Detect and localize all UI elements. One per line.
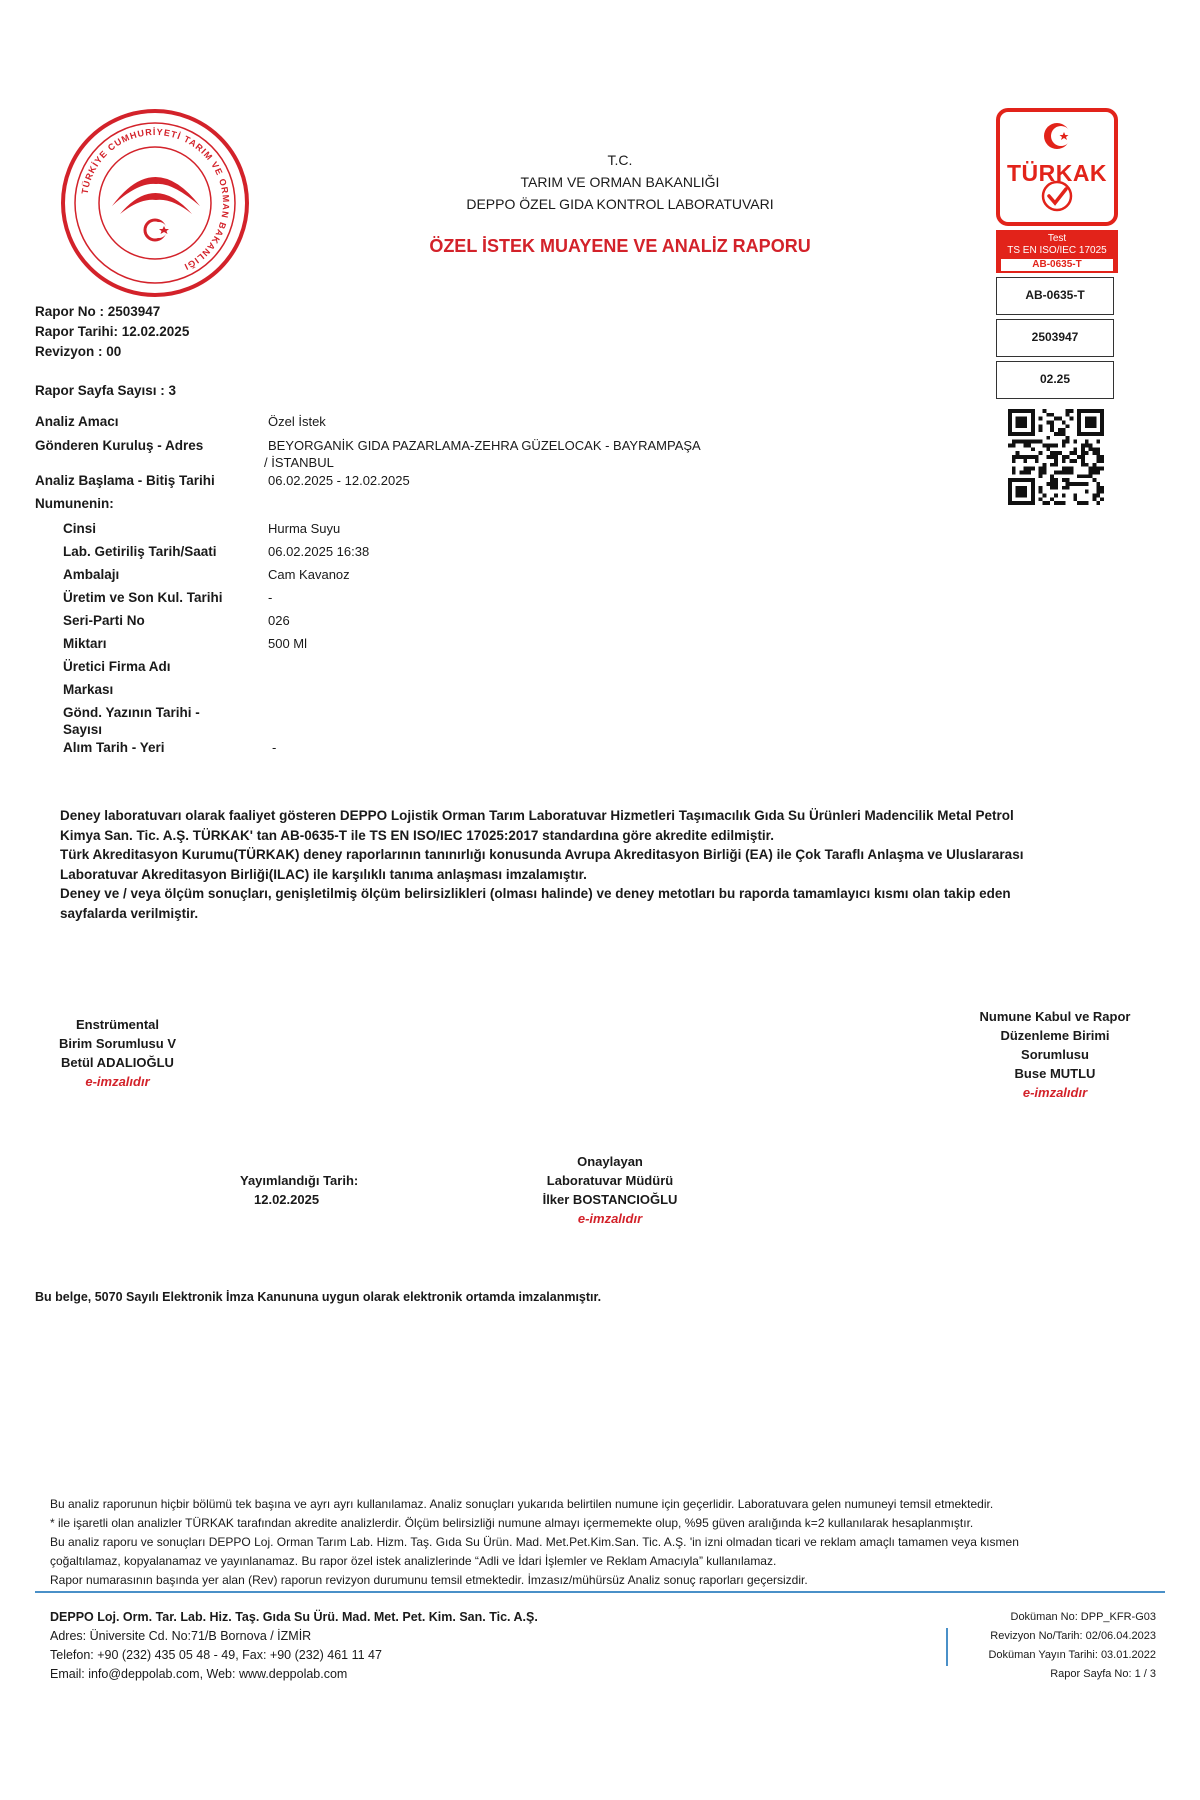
signature-person: Buse MUTLU: [1014, 1066, 1096, 1081]
turkak-accreditation-block: [996, 108, 1120, 510]
sample-producer-label: Üretici Firma Adı: [63, 659, 171, 674]
ministry-seal-logo: [60, 108, 250, 298]
sender-value-line2: / İSTANBUL: [264, 455, 334, 470]
disclaimer-line: Bu analiz raporu ve sonuçları DEPPO Loj. Orman Tarım Lab. Hizm. Taş. Gıda Su Ürün. Mad. Met.Pet.Kim.San. Tic. A.Ş. 'in izni olmadan ticari ve reklam amaçlı tamamen veya kısmen: [50, 1535, 1019, 1549]
signature-instrumental: [30, 1015, 205, 1091]
footer-publish-date: Doküman Yayın Tarihi: 03.01.2022: [988, 1649, 1156, 1661]
footer-revision: Revizyon No/Tarih: 02/06.04.2023: [990, 1630, 1156, 1642]
report-number: Rapor No : 2503947: [35, 304, 161, 319]
e-signature-mark: e-imzalıdır: [1022, 1085, 1088, 1100]
analysis-purpose-label: Analiz Amacı: [35, 414, 119, 429]
header-lab-name: DEPPO ÖZEL GIDA KONTROL LABORATUVARI: [466, 196, 774, 212]
sender-value: BEYORGANİK GIDA PAZARLAMA-ZEHRA GÜZELOCAK - BAYRAMPAŞA: [268, 438, 701, 453]
signature-role: Birim Sorumlusu V: [58, 1036, 177, 1051]
accreditation-statement: [60, 806, 1120, 923]
footer-phone: Telefon: +90 (232) 435 05 48 - 49, Fax: +90 (232) 461 11 47: [50, 1648, 382, 1662]
footer-company-info: [50, 1608, 538, 1684]
sample-type-label: Cinsi: [63, 521, 97, 536]
signature-role: Laboratuvar Müdürü: [546, 1173, 674, 1188]
footer-page-number: Rapor Sayfa No: 1 / 3: [1050, 1668, 1156, 1680]
qr-code[interactable]: [1008, 409, 1104, 505]
turkak-box-accreditation: AB-0635-T: [996, 277, 1114, 315]
sample-letter-label: Gönd. Yazının Tarihi -: [63, 705, 200, 720]
analysis-dates-label: Analiz Başlama - Bitiş Tarihi: [35, 473, 215, 488]
analysis-dates-value: 06.02.2025 - 12.02.2025: [268, 473, 410, 488]
turkak-test-label-box: [996, 230, 1118, 273]
publish-date-value: 12.02.2025: [254, 1192, 320, 1207]
disclaimer-line: Rapor numarasının başında yer alan (Rev) raporun revizyon durumunu temsil etmektedir. İmzasız/mühürsüz Analiz sonuç raporları geçersizdir.: [50, 1573, 808, 1587]
signature-approver: [500, 1152, 720, 1228]
sample-batch-value: 026: [268, 613, 290, 628]
signature-sample-acceptance: [960, 1007, 1150, 1102]
report-title: ÖZEL İSTEK MUAYENE VE ANALİZ RAPORU: [429, 236, 811, 256]
e-signature-law-notice: Bu belge, 5070 Sayılı Elektronik İmza Kanununa uygun olarak elektronik ortamda imzalanmıştır.: [35, 1290, 602, 1304]
footer-email-web[interactable]: Email: info@deppolab.com, Web: www.deppolab.com: [50, 1667, 348, 1681]
e-signature-mark: e-imzalıdır: [577, 1211, 643, 1226]
sample-purchase-value: -: [272, 740, 277, 755]
e-signature-mark: e-imzalıdır: [85, 1074, 150, 1089]
report-date: Rapor Tarihi: 12.02.2025: [35, 324, 190, 339]
header-ministry: TARIM VE ORMAN BAKANLIĞI: [520, 174, 720, 190]
accreditation-line: Deney laboratuvarı olarak faaliyet gösteren DEPPO Lojistik Orman Tarım Laboratuvar Hizmetleri Taşımacılık Gıda Su Ürünleri Madencilik Metal Petrol: [60, 808, 1014, 823]
disclaimer-line: * ile işaretli olan analizler TÜRKAK tarafından akredite analizlerdir. Ölçüm belirsizliği numune almayı içermemekte olup, %95 güven aralığında k=2 kullanılarak hesaplanmıştır.: [50, 1516, 974, 1530]
turkak-logo: [996, 108, 1118, 226]
turkak-test-label: Test: [1047, 233, 1067, 244]
turkak-wordmark: TÜRKAK: [1006, 160, 1108, 186]
sample-quantity-value: 500 Ml: [268, 636, 308, 651]
signature-role: Sorumlusu: [1021, 1047, 1089, 1062]
accreditation-line: Laboratuvar Akreditasyon Birliği(ILAC) ile karşılıklı tanıma anlaşması imzalamıştır.: [60, 866, 587, 882]
footer-company-name: DEPPO Loj. Orm. Tar. Lab. Hiz. Taş. Gıda Su Ürü. Mad. Met. Pet. Kim. San. Tic. A.Ş.: [50, 1610, 538, 1624]
publish-date-block: [240, 1171, 390, 1209]
sample-packaging-value: Cam Kavanoz: [268, 567, 350, 582]
disclaimer-line: Bu analiz raporunun hiçbir bölümü tek başına ve ayrı ayrı kullanılamaz. Analiz sonuçları yukarıda belirtilen numune için geçerlidir. Laboratuvara gelen numuneyi temsil etmektedir.: [50, 1497, 994, 1511]
sample-arrival-label: Lab. Getiriliş Tarih/Saati: [63, 544, 217, 559]
sample-heading: Numunenin:: [35, 496, 114, 511]
sample-brand-label: Markası: [63, 682, 114, 697]
sample-quantity-label: Miktarı: [63, 636, 107, 651]
sample-production-label: Üretim ve Son Kul. Tarihi: [63, 590, 223, 605]
sample-batch-label: Seri-Parti No: [63, 613, 145, 628]
sample-letter-label-line2: Sayısı: [63, 722, 103, 737]
signature-person: Betül ADALIOĞLU: [61, 1055, 174, 1070]
signature-title: Numune Kabul ve Rapor: [979, 1009, 1131, 1024]
report-page-count: Rapor Sayfa Sayısı : 3: [35, 383, 177, 398]
report-revision: Revizyon : 00: [35, 344, 122, 359]
footer-doc-no: Doküman No: DPP_KFR-G03: [1010, 1611, 1156, 1623]
header-country: T.C.: [607, 152, 633, 168]
sample-purchase-label: Alım Tarih - Yeri: [63, 740, 165, 755]
analysis-purpose-value: Özel İstek: [268, 414, 326, 429]
sample-arrival-value: 06.02.2025 16:38: [268, 544, 370, 559]
sender-label: Gönderen Kuruluş - Adres: [35, 438, 204, 453]
turkak-box-report-no: 2503947: [996, 319, 1114, 357]
disclaimer: [50, 1495, 1160, 1590]
disclaimer-line: çoğaltılamaz, kopyalanamaz ve yayınlanamaz. Bu rapor özel istek analizlerinde “Adli ve İdari İşlemler ve Reklam Amacıyla” kullanılamaz.: [50, 1554, 777, 1568]
accreditation-line: Kimya San. Tic. A.Ş. TÜRKAK' tan AB-0635-T ile TS EN ISO/IEC 17025:2017 standardına göre akredite edilmiştir.: [60, 827, 774, 843]
turkak-accreditation-code: AB-0635-T: [1001, 259, 1113, 271]
accreditation-line: Türk Akreditasyon Kurumu(TÜRKAK) deney raporlarının tanınırlığı konusunda Avrupa Akreditasyon Birliği (EA) ile Çok Taraflı Anlaşma ve Uluslararası: [60, 847, 1024, 862]
publish-date-label: Yayımlandığı Tarih:: [240, 1173, 359, 1188]
sample-type-value: Hurma Suyu: [268, 521, 341, 536]
turkak-standard: TS EN ISO/IEC 17025: [1007, 245, 1107, 256]
sample-production-value: -: [268, 590, 273, 605]
svg-text:TÜRKİYE CUMHURİYETİ TARIM VE O: TÜRKİYE CUMHURİYETİ TARIM VE ORMAN BAKANLIĞI: [79, 126, 232, 273]
footer-address: Adres: Üniversite Cd. No:71/B Bornova / İZMİR: [50, 1629, 312, 1643]
signature-title: Onaylayan: [577, 1154, 643, 1169]
footer-divider: [35, 1591, 1165, 1593]
sample-packaging-label: Ambalajı: [63, 567, 120, 582]
accreditation-line: sayfalarda verilmiştir.: [60, 905, 199, 921]
signature-title: Enstrümental: [75, 1017, 160, 1032]
signature-role: Düzenleme Birimi: [1000, 1028, 1110, 1043]
turkak-box-period: 02.25: [996, 361, 1114, 399]
accreditation-line: Deney ve / veya ölçüm sonuçları, genişletilmiş ölçüm belirsizlikleri (olması halinde) ve deney metotları bu raporda tamamlayıcı kısmı olan takip eden: [60, 886, 1011, 901]
footer-document-info: [926, 1608, 1156, 1684]
signature-person: İlker BOSTANCIOĞLU: [542, 1192, 678, 1207]
